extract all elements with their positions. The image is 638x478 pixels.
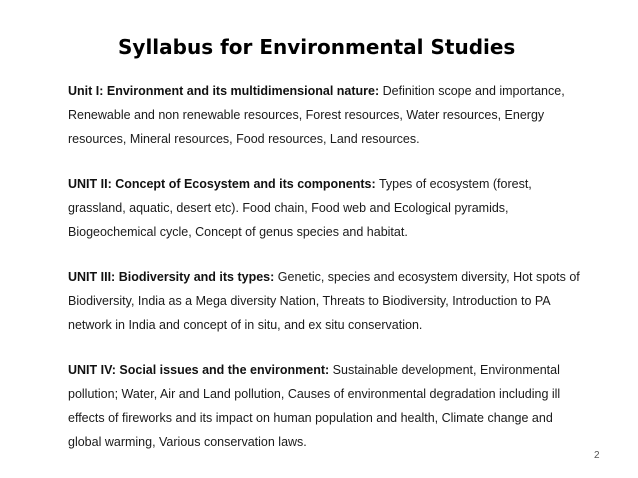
unit-1-heading: Unit I: Environment and its multidimensional nature: [68, 84, 380, 98]
unit-1-body: Definition scope and importance, Renewable and non renewable resources, Forest resources, Water resources, Energy resources, Mineral resources, Food resources, Land resources. [68, 84, 565, 146]
unit-4 [68, 358, 588, 454]
syllabus-units [68, 79, 588, 475]
slide-title: Syllabus for Environmental Studies [118, 35, 516, 59]
unit-3-heading: UNIT III: Biodiversity and its types: [68, 270, 275, 284]
unit-3 [68, 265, 588, 337]
unit-4-body: Sustainable development, Environmental pollution; Water, Air and Land pollution, Causes of environmental degradation including ill effects of fireworks and its impact on human population and health, Climate change and global warming, Various conservation laws. [68, 363, 561, 449]
unit-2 [68, 172, 588, 244]
unit-1 [68, 79, 588, 151]
unit-3-body: Genetic, species and ecosystem diversity, Hot spots of Biodiversity, India as a Mega diversity Nation, Threats to Biodiversity, Introduction to PA network in India and concept of in situ, and ex situ conservation. [68, 270, 580, 332]
unit-4-heading: UNIT IV: Social issues and the environment: [68, 363, 330, 377]
unit-2-heading: UNIT II: Concept of Ecosystem and its components: [68, 177, 376, 191]
page-number: 2 [594, 450, 600, 461]
unit-2-body: Types of ecosystem (forest, grassland, aquatic, desert etc). Food chain, Food web and Ecological pyramids, Biogeochemical cycle, Concept of genus species and habitat. [68, 177, 532, 239]
